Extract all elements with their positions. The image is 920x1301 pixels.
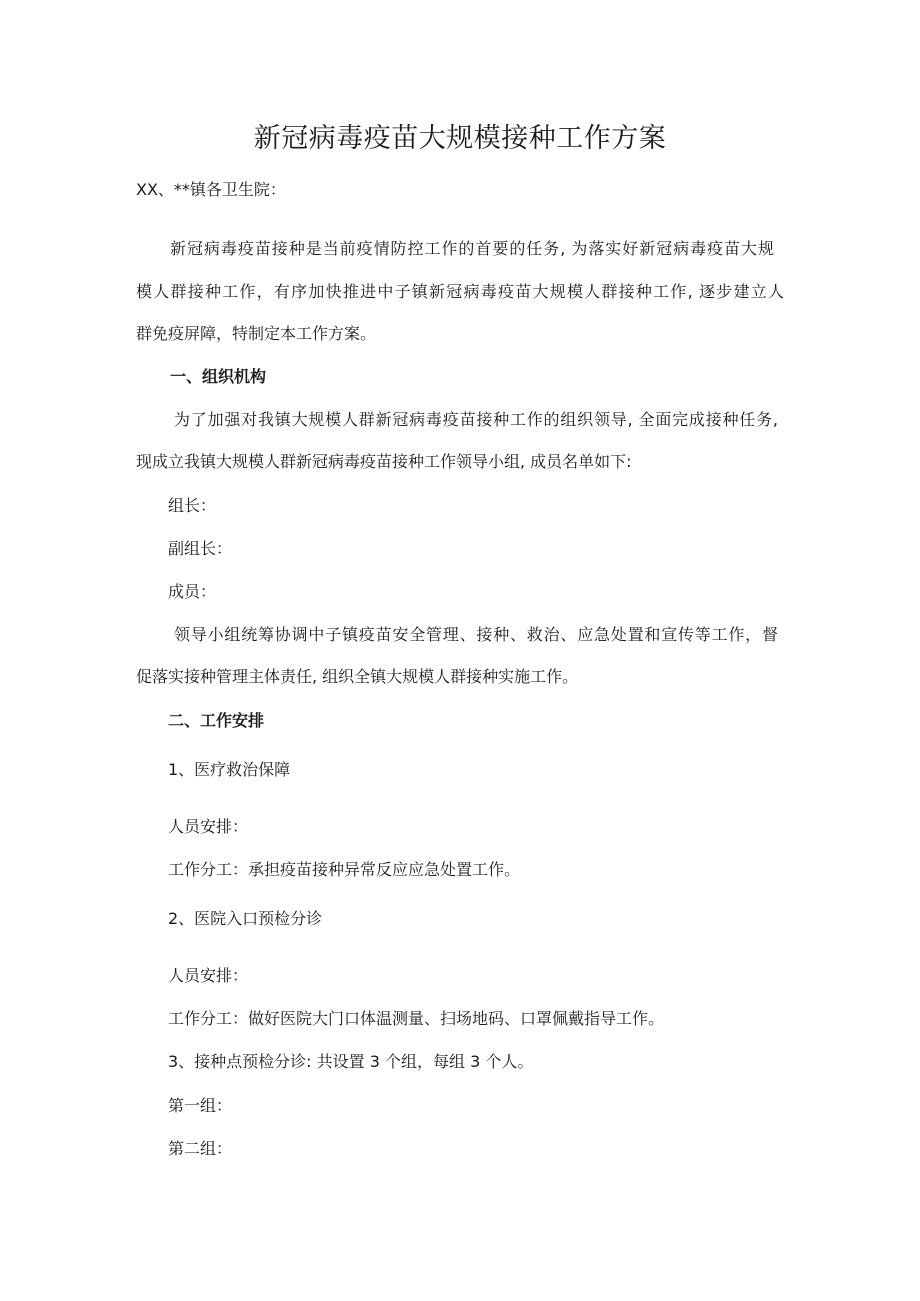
intro-line-3: 群免疫屏障，特制定本工作方案。 [136, 324, 377, 343]
duty-line-2: 促落实接种管理主体责任, 组织全镇大规模人群接种实施工作。 [136, 667, 579, 686]
intro-line-1: 新冠病毒疫苗接种是当前疫情防控工作的首要的任务, 为落实好新冠病毒疫苗大规 [170, 239, 774, 258]
item-1-division: 工作分工：承担疫苗接种异常反应应急处置工作。 [168, 860, 521, 879]
item-2-staff-label: 人员安排： [168, 966, 249, 985]
deputy-leader-label: 副组长： [168, 539, 233, 558]
section-heading-work-arrangement: 二、工作安排 [168, 711, 265, 730]
leader-label: 组长： [168, 496, 217, 515]
organization-para-line-2: 现成立我镇大规模人群新冠病毒疫苗接种工作领导小组, 成员名单如下: [136, 452, 632, 471]
group-1-label: 第一组： [168, 1096, 233, 1115]
section-heading-organization: 一、组织机构 [170, 367, 267, 386]
salutation: XX、**镇各卫生院： [136, 180, 286, 199]
item-2-title: 2、医院入口预检分诊 [168, 909, 323, 928]
organization-para-line-1: 为了加强对我镇大规模人群新冠病毒疫苗接种工作的组织领导, 全面完成接种任务, [174, 410, 778, 429]
item-1-staff-label: 人员安排： [168, 817, 249, 836]
document-title: 新冠病毒疫苗大规模接种工作方案 [253, 123, 667, 154]
item-3-title: 3、接种点预检分诊: 共设置 3 个组，每组 3 个人。 [168, 1052, 534, 1071]
duty-line-1: 领导小组统筹协调中子镇疫苗安全管理、接种、救治、应急处置和宣传等工作，督 [174, 625, 778, 644]
members-label: 成员： [168, 582, 217, 601]
item-2-division: 工作分工：做好医院大门口体温测量、扫场地码、口罩佩戴指导工作。 [168, 1009, 665, 1028]
item-1-title: 1、医疗救治保障 [168, 760, 291, 779]
group-2-label: 第二组： [168, 1139, 233, 1158]
intro-line-2: 模人群接种工作，有序加快推进中子镇新冠病毒疫苗大规模人群接种工作, 逐步建立人 [136, 282, 784, 301]
